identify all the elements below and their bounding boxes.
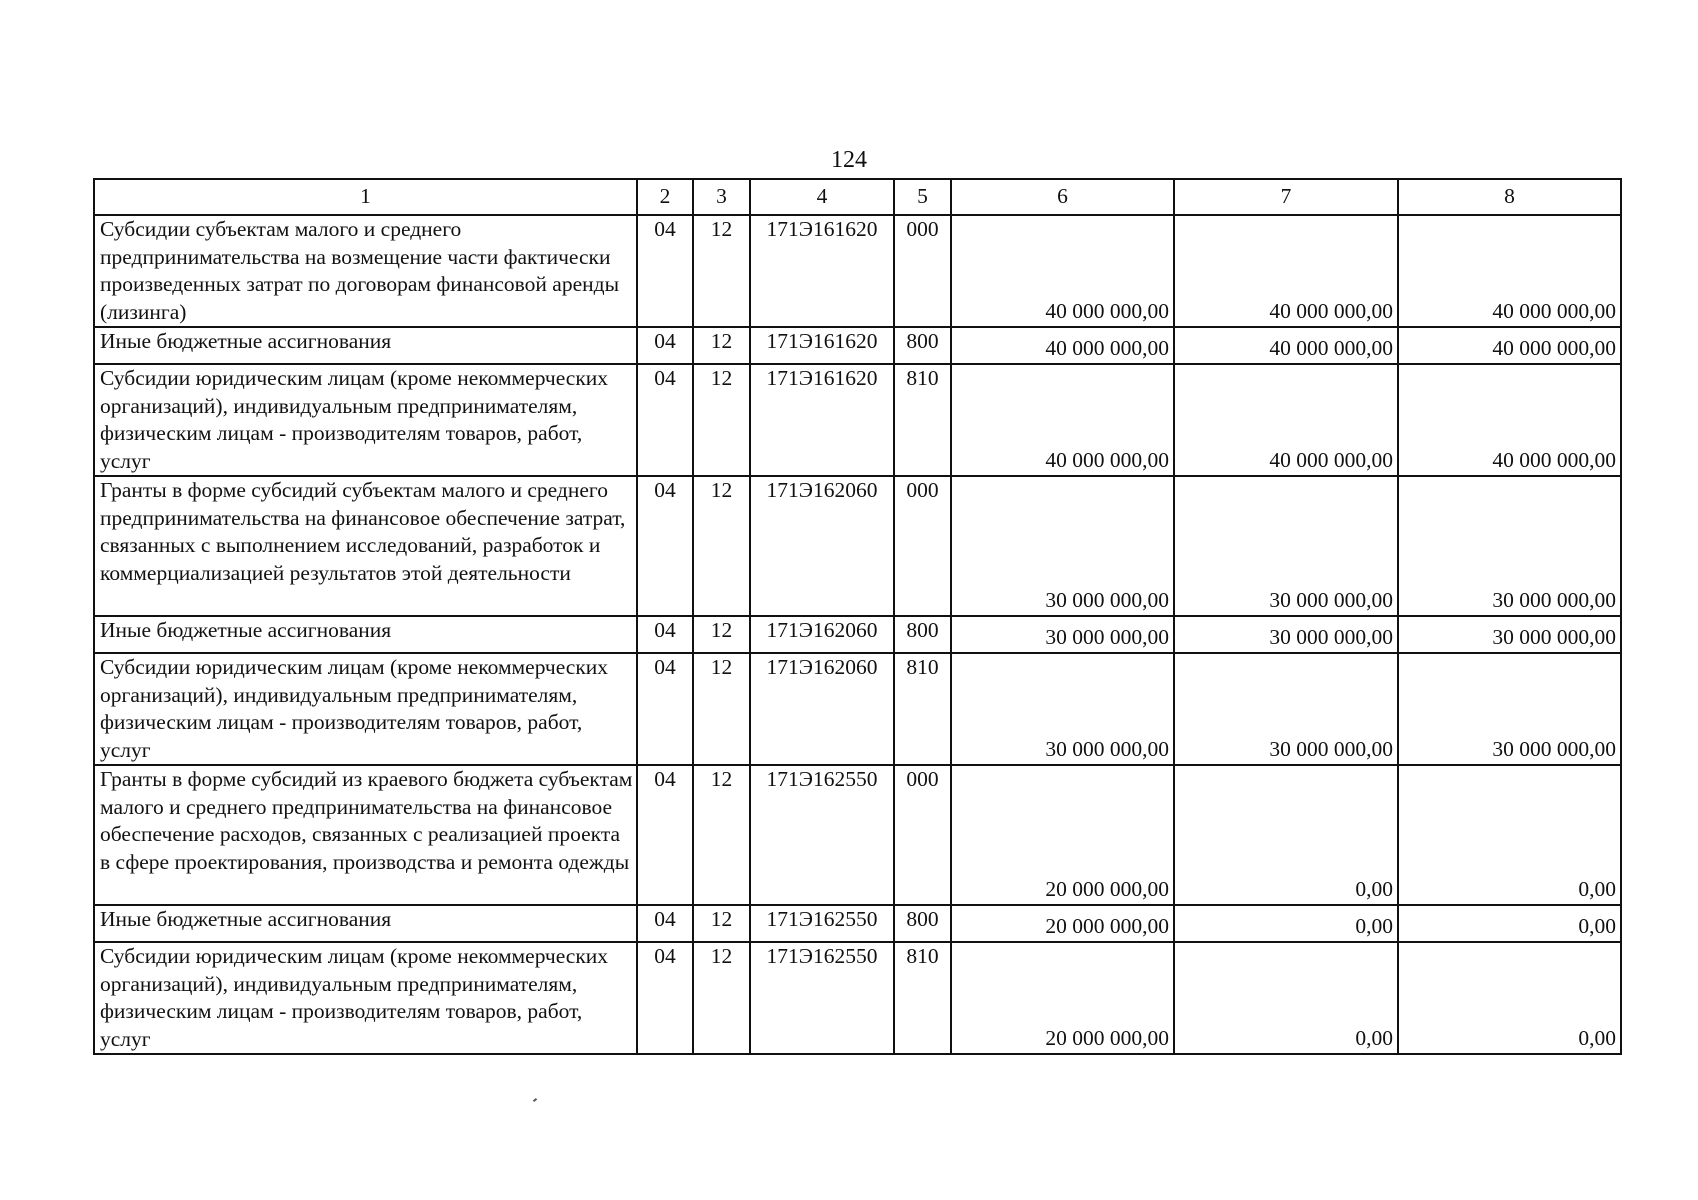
expense-name: Субсидии юридическим лицам (кроме некоммерческих организаций), индивидуальным предпринимателям, физическим лицам - производителям товаров, работ, услуг <box>94 364 637 476</box>
budget-table <box>93 178 1622 1055</box>
amount-cell <box>951 653 1174 765</box>
subsection-code: 12 <box>693 327 750 364</box>
amount-value: 0,00 <box>1578 914 1616 938</box>
expense-type-code: 000 <box>894 476 951 616</box>
target-article-code: 171Э162550 <box>750 765 894 905</box>
table-row <box>94 765 1621 905</box>
expense-type-code: 000 <box>894 215 951 327</box>
amount-cell <box>951 215 1174 327</box>
amount-cell <box>1398 942 1621 1054</box>
column-header: 5 <box>894 179 951 215</box>
subsection-code: 12 <box>693 905 750 942</box>
subsection-code: 12 <box>693 942 750 1054</box>
amount-value: 40 000 000,00 <box>1269 448 1393 472</box>
expense-name: Гранты в форме субсидий субъектам малого и среднего предпринимательства на финансовое обеспечение затрат, связанных с выполнением исследований, разработок и коммерциализацией результатов этой деятельности <box>94 476 637 616</box>
expense-type-code: 810 <box>894 942 951 1054</box>
amount-value: 40 000 000,00 <box>1492 336 1616 360</box>
section-code: 04 <box>637 476 693 616</box>
section-code: 04 <box>637 364 693 476</box>
column-header: 4 <box>750 179 894 215</box>
target-article-code: 171Э161620 <box>750 364 894 476</box>
amount-cell <box>1174 327 1398 364</box>
amount-value: 0,00 <box>1578 877 1616 901</box>
target-article-code: 171Э162060 <box>750 653 894 765</box>
amount-value: 20 000 000,00 <box>1045 914 1169 938</box>
amount-cell <box>1174 653 1398 765</box>
column-header: 6 <box>951 179 1174 215</box>
amount-cell <box>1398 364 1621 476</box>
target-article-code: 171Э162060 <box>750 616 894 653</box>
section-code: 04 <box>637 215 693 327</box>
amount-cell <box>1174 476 1398 616</box>
column-header: 1 <box>94 179 637 215</box>
expense-name: Иные бюджетные ассигнования <box>94 905 637 942</box>
section-code: 04 <box>637 653 693 765</box>
amount-value: 40 000 000,00 <box>1492 299 1616 323</box>
amount-cell <box>1174 215 1398 327</box>
amount-cell <box>1398 765 1621 905</box>
amount-cell <box>951 364 1174 476</box>
expense-type-code: 810 <box>894 364 951 476</box>
section-code: 04 <box>637 765 693 905</box>
amount-cell <box>951 616 1174 653</box>
expense-name: Субсидии юридическим лицам (кроме некоммерческих организаций), индивидуальным предпринимателям, физическим лицам - производителям товаров, работ, услуг <box>94 653 637 765</box>
subsection-code: 12 <box>693 765 750 905</box>
subsection-code: 12 <box>693 653 750 765</box>
subsection-code: 12 <box>693 364 750 476</box>
expense-type-code: 800 <box>894 616 951 653</box>
expense-name: Гранты в форме субсидий из краевого бюджета субъектам малого и среднего предпринимательства на финансовое обеспечение расходов, связанных с реализацией проекта в сфере проектирования, производства и ремонта одежды <box>94 765 637 905</box>
column-header: 2 <box>637 179 693 215</box>
amount-value: 30 000 000,00 <box>1269 625 1393 649</box>
table-row <box>94 476 1621 616</box>
table-row <box>94 215 1621 327</box>
amount-cell <box>1398 215 1621 327</box>
amount-value: 30 000 000,00 <box>1492 625 1616 649</box>
amount-cell <box>951 942 1174 1054</box>
amount-value: 30 000 000,00 <box>1045 737 1169 761</box>
amount-value: 40 000 000,00 <box>1045 299 1169 323</box>
amount-value: 0,00 <box>1578 1026 1616 1050</box>
column-header: 7 <box>1174 179 1398 215</box>
column-number-header-row <box>94 179 1621 215</box>
amount-value: 20 000 000,00 <box>1045 877 1169 901</box>
amount-cell <box>951 476 1174 616</box>
expense-name: Иные бюджетные ассигнования <box>94 616 637 653</box>
scan-speck <box>533 1098 537 1102</box>
section-code: 04 <box>637 327 693 364</box>
amount-cell <box>1398 905 1621 942</box>
amount-value: 30 000 000,00 <box>1269 737 1393 761</box>
amount-value: 40 000 000,00 <box>1492 448 1616 472</box>
expense-name: Иные бюджетные ассигнования <box>94 327 637 364</box>
target-article-code: 171Э161620 <box>750 215 894 327</box>
expense-name: Субсидии юридическим лицам (кроме некоммерческих организаций), индивидуальным предпринимателям, физическим лицам - производителям товаров, работ, услуг <box>94 942 637 1054</box>
amount-cell <box>1174 905 1398 942</box>
target-article-code: 171Э161620 <box>750 327 894 364</box>
table-row <box>94 327 1621 364</box>
expense-type-code: 800 <box>894 327 951 364</box>
table-row <box>94 616 1621 653</box>
expense-type-code: 810 <box>894 653 951 765</box>
section-code: 04 <box>637 905 693 942</box>
amount-cell <box>1174 364 1398 476</box>
section-code: 04 <box>637 616 693 653</box>
amount-value: 40 000 000,00 <box>1045 448 1169 472</box>
table-row <box>94 364 1621 476</box>
expense-name: Субсидии субъектам малого и среднего предпринимательства на возмещение части фактически произведенных затрат по договорам финансовой аренды (лизинга) <box>94 215 637 327</box>
table-row <box>94 653 1621 765</box>
amount-value: 30 000 000,00 <box>1045 588 1169 612</box>
amount-cell <box>1398 653 1621 765</box>
amount-value: 0,00 <box>1355 914 1393 938</box>
amount-value: 20 000 000,00 <box>1045 1026 1169 1050</box>
amount-value: 30 000 000,00 <box>1492 588 1616 612</box>
target-article-code: 171Э162550 <box>750 905 894 942</box>
amount-cell <box>1174 616 1398 653</box>
amount-cell <box>951 327 1174 364</box>
subsection-code: 12 <box>693 476 750 616</box>
amount-value: 30 000 000,00 <box>1492 737 1616 761</box>
column-header: 3 <box>693 179 750 215</box>
amount-cell <box>1398 616 1621 653</box>
column-header: 8 <box>1398 179 1621 215</box>
table-row <box>94 942 1621 1054</box>
amount-value: 30 000 000,00 <box>1269 588 1393 612</box>
amount-cell <box>1398 476 1621 616</box>
target-article-code: 171Э162060 <box>750 476 894 616</box>
amount-cell <box>951 905 1174 942</box>
amount-value: 0,00 <box>1355 1026 1393 1050</box>
subsection-code: 12 <box>693 215 750 327</box>
expense-type-code: 800 <box>894 905 951 942</box>
amount-cell <box>1174 765 1398 905</box>
amount-value: 40 000 000,00 <box>1269 299 1393 323</box>
amount-cell <box>1398 327 1621 364</box>
amount-cell <box>951 765 1174 905</box>
section-code: 04 <box>637 942 693 1054</box>
page-number: 124 <box>831 147 867 173</box>
amount-cell <box>1174 942 1398 1054</box>
table-row <box>94 905 1621 942</box>
target-article-code: 171Э162550 <box>750 942 894 1054</box>
amount-value: 0,00 <box>1355 877 1393 901</box>
expense-type-code: 000 <box>894 765 951 905</box>
amount-value: 40 000 000,00 <box>1269 336 1393 360</box>
subsection-code: 12 <box>693 616 750 653</box>
amount-value: 30 000 000,00 <box>1045 625 1169 649</box>
amount-value: 40 000 000,00 <box>1045 336 1169 360</box>
